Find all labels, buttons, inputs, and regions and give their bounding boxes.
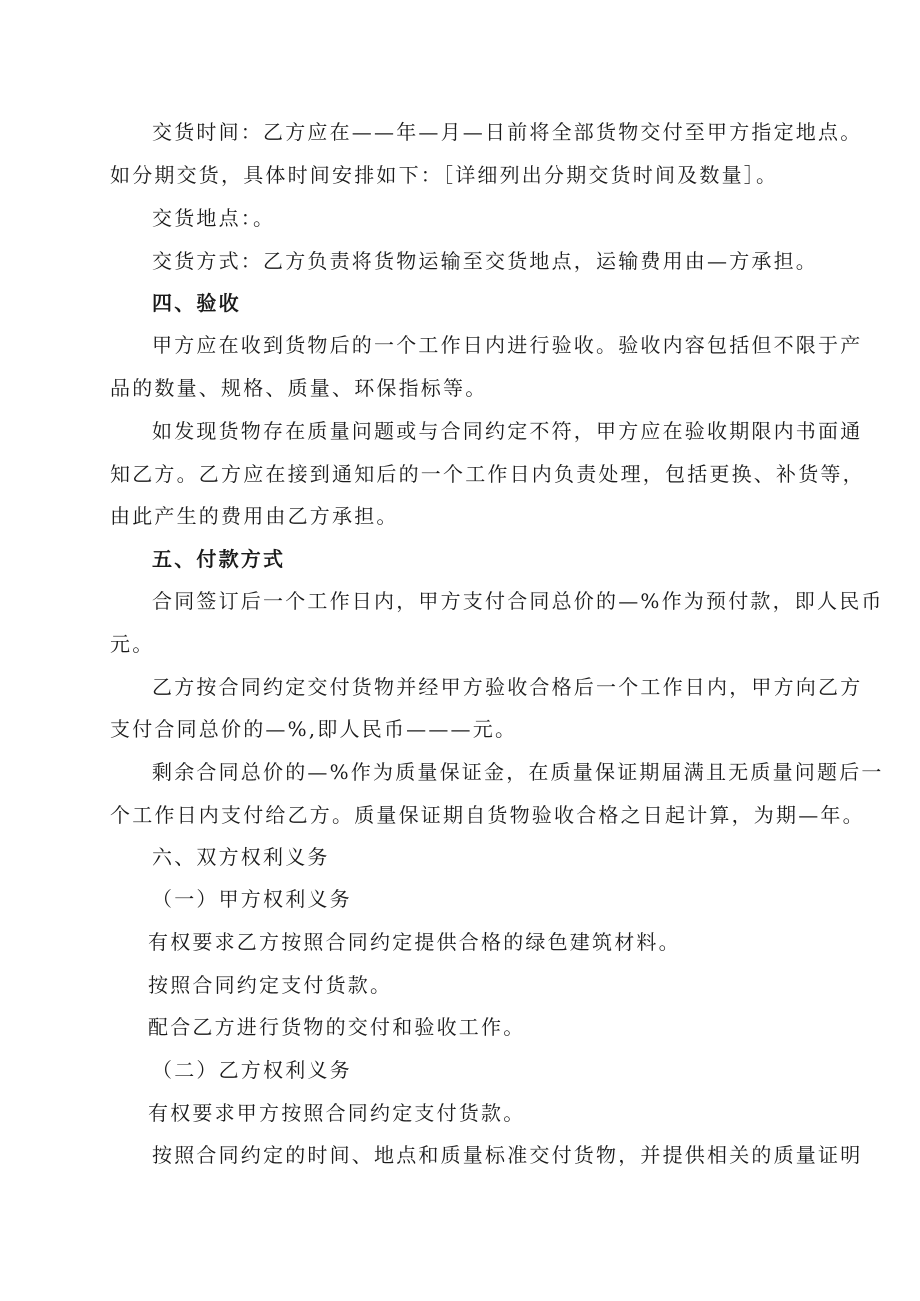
delivery-method: 交货方式：乙方负责将货物运输至交货地点，运输费用由—方承担。 bbox=[152, 249, 818, 273]
delivery-payment-line-2: 支付合同总价的—%,即人民币———元。 bbox=[110, 717, 518, 741]
defect-line-1: 如发现货物存在质量问题或与合同约定不符，甲方应在验收期限内书面通 bbox=[152, 419, 863, 443]
defect-line-2: 知乙方。乙方应在接到通知后的一个工作日内负责处理，包括更换、补货等， bbox=[110, 462, 865, 486]
retention-line-2: 个工作日内支付给乙方。质量保证期自货物验收合格之日起计算，为期—年。 bbox=[110, 803, 865, 827]
retention-line-1: 剩余合同总价的—%作为质量保证金，在质量保证期届满且无质量问题后一 bbox=[152, 760, 884, 784]
party-a-item-3: 配合乙方进行货物的交付和验收工作。 bbox=[148, 1015, 526, 1039]
delivery-location: 交货地点：。 bbox=[152, 206, 276, 230]
section-heading-payment: 五、付款方式 bbox=[152, 547, 286, 571]
defect-line-3: 由此产生的费用由乙方承担。 bbox=[110, 504, 399, 528]
delivery-time-line-1: 交货时间：乙方应在——年—月—日前将全部货物交付至甲方指定地点。 bbox=[152, 120, 863, 144]
party-b-item-1: 有权要求甲方按照合同约定支付货款。 bbox=[148, 1101, 526, 1125]
party-b-item-2: 按照合同约定的时间、地点和质量标准交付货物，并提供相关的质量证明 bbox=[152, 1143, 863, 1167]
section-heading-acceptance: 四、验收 bbox=[152, 291, 241, 315]
advance-payment-line-1: 合同签订后一个工作日内，甲方支付合同总价的—%作为预付款，即人民币 bbox=[152, 589, 884, 613]
subheading-party-a: （一）甲方权利义务 bbox=[152, 887, 352, 911]
delivery-time-line-2: 如分期交货，具体时间安排如下：［详细列出分期交货时间及数量］。 bbox=[110, 163, 779, 187]
delivery-payment-line-1: 乙方按合同约定交付货物并经甲方验收合格后一个工作日内，甲方向乙方 bbox=[152, 675, 863, 699]
party-a-item-1: 有权要求乙方按照合同约定提供合格的绿色建筑材料。 bbox=[148, 930, 681, 954]
acceptance-line-2: 品的数量、规格、质量、环保指标等。 bbox=[110, 376, 488, 400]
subheading-party-b: （二）乙方权利义务 bbox=[152, 1058, 352, 1082]
party-a-item-2: 按照合同约定支付货款。 bbox=[148, 973, 393, 997]
acceptance-line-1: 甲方应在收到货物后的一个工作日内进行验收。验收内容包括但不限于产 bbox=[152, 333, 863, 357]
advance-payment-line-2: 元。 bbox=[110, 632, 155, 656]
section-heading-rights: 六、双方权利义务 bbox=[152, 845, 330, 869]
